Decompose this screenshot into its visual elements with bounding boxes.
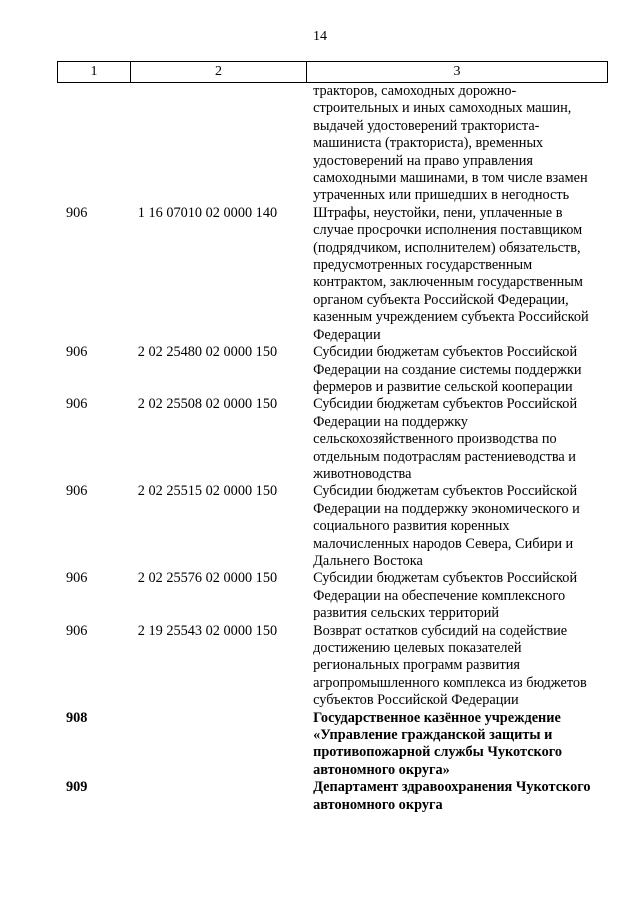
admin-code-cell: 909	[66, 779, 88, 796]
page-number: 14	[313, 29, 327, 44]
description-line: агропромышленного комплекса из бюджетов	[313, 674, 587, 691]
budget-classification-code-cell	[138, 83, 313, 205]
description-line: автономного округа»	[313, 761, 450, 778]
description-line: автономного округа	[313, 796, 443, 813]
table-row	[57, 623, 608, 710]
description-line: сельскохозяйственного производства по	[313, 431, 557, 448]
description-cell	[313, 396, 608, 483]
admin-code-cell: 906	[66, 396, 88, 413]
budget-classification-code-cell: 2 02 25508 02 0000 150	[137, 396, 278, 413]
description-line: Федерации на создание системы поддержки	[313, 361, 582, 378]
description-line: Субсидии бюджетам субъектов Российской	[313, 570, 578, 587]
description-cell	[313, 483, 608, 570]
description-cell	[313, 83, 608, 205]
table-row	[57, 344, 608, 396]
description-line: самоходными машинами, в том числе взамен	[313, 170, 588, 187]
description-cell	[313, 710, 608, 780]
table-row	[57, 396, 608, 483]
description-line: удостоверений на право управления	[313, 152, 534, 169]
description-line: Федерации на обеспечение комплексного	[313, 587, 566, 604]
description-line: органом субъекта Российской Федерации,	[313, 291, 569, 308]
description-line: утраченных или пришедших в негодность	[313, 187, 570, 204]
description-cell	[313, 570, 608, 622]
description-line: Федерации	[313, 326, 381, 343]
column-header-2: 2	[131, 62, 307, 82]
budget-classification-code-cell: 2 02 25576 02 0000 150	[137, 570, 278, 587]
column-header-1: 1	[58, 62, 131, 82]
description-line: Государственное казённое учреждение	[313, 709, 561, 726]
admin-code-cell	[57, 83, 138, 205]
description-cell	[313, 779, 608, 814]
description-line: случае просрочки исполнения поставщиком	[313, 222, 583, 239]
description-line: малочисленных народов Севера, Сибири и	[313, 535, 574, 552]
description-line: Федерации на поддержку экономического и	[313, 500, 580, 517]
admin-code-cell: 906	[66, 570, 88, 587]
description-line: Департамент здравоохранения Чукотского	[313, 779, 591, 796]
description-line: Федерации на поддержку	[313, 413, 468, 430]
description-line: тракторов, самоходных дорожно-	[313, 83, 517, 99]
description-line: Субсидии бюджетам субъектов Российской	[313, 396, 578, 413]
description-line: Субсидии бюджетам субъектов Российской	[313, 483, 578, 500]
description-line: животноводства	[313, 465, 412, 482]
description-line: развития сельских территорий	[313, 605, 500, 622]
description-line: Штрафы, неустойки, пени, уплаченные в	[313, 204, 563, 221]
description-line: строительных и иных самоходных машин,	[313, 100, 572, 117]
table-row	[57, 83, 608, 205]
description-line: Дальнего Востока	[313, 552, 423, 569]
description-line: казенным учреждением субъекта Российской	[313, 309, 589, 326]
table-row	[57, 483, 608, 570]
table-row	[57, 570, 608, 622]
admin-code-cell: 906	[66, 483, 88, 500]
description-line: достижению целевых показателей	[313, 640, 522, 656]
column-header-3: 3	[453, 64, 461, 79]
description-line: фермеров и развитие сельской кооперации	[313, 378, 573, 395]
description-line: выдачей удостоверений тракториста-	[313, 117, 540, 134]
table-header	[57, 61, 608, 83]
budget-classification-code-cell: 2 02 25480 02 0000 150	[137, 344, 278, 361]
description-line: (подрядчиком, исполнителем) обязательств,	[313, 239, 581, 256]
table-row	[57, 779, 608, 814]
description-cell	[313, 344, 608, 396]
description-line: Субсидии бюджетам субъектов Российской	[313, 344, 578, 361]
admin-code-cell: 906	[66, 622, 88, 639]
budget-classification-code-cell: 2 02 25515 02 0000 150	[137, 483, 278, 500]
table-row	[57, 710, 608, 780]
description-line: предусмотренных государственным	[313, 257, 533, 274]
admin-code-cell: 908	[66, 709, 88, 726]
description-line: региональных программ развития	[313, 657, 521, 674]
budget-classification-code-cell	[138, 779, 313, 814]
description-line: «Управление гражданской защиты и	[313, 727, 553, 744]
table-body	[57, 83, 608, 814]
description-line: отдельным подотраслям растениеводства и	[313, 448, 576, 465]
description-line: контрактом, заключенным государственным	[313, 274, 583, 291]
budget-classification-code-cell: 1 16 07010 02 0000 140	[137, 204, 278, 221]
description-line: субъектов Российской Федерации	[313, 692, 519, 709]
description-cell	[313, 623, 608, 710]
budget-classification-code-cell	[138, 710, 313, 780]
description-cell	[313, 205, 608, 344]
description-line: противопожарной службы Чукотского	[313, 744, 563, 761]
description-line: Возврат остатков субсидий на содействие	[313, 622, 568, 639]
admin-code-cell: 906	[66, 204, 88, 221]
admin-code-cell: 906	[66, 344, 88, 361]
budget-classification-code-cell: 2 19 25543 02 0000 150	[137, 622, 278, 639]
description-line: социального развития коренных	[313, 518, 510, 535]
description-line: машиниста (тракториста), временных	[313, 135, 544, 152]
table-row	[57, 205, 608, 344]
